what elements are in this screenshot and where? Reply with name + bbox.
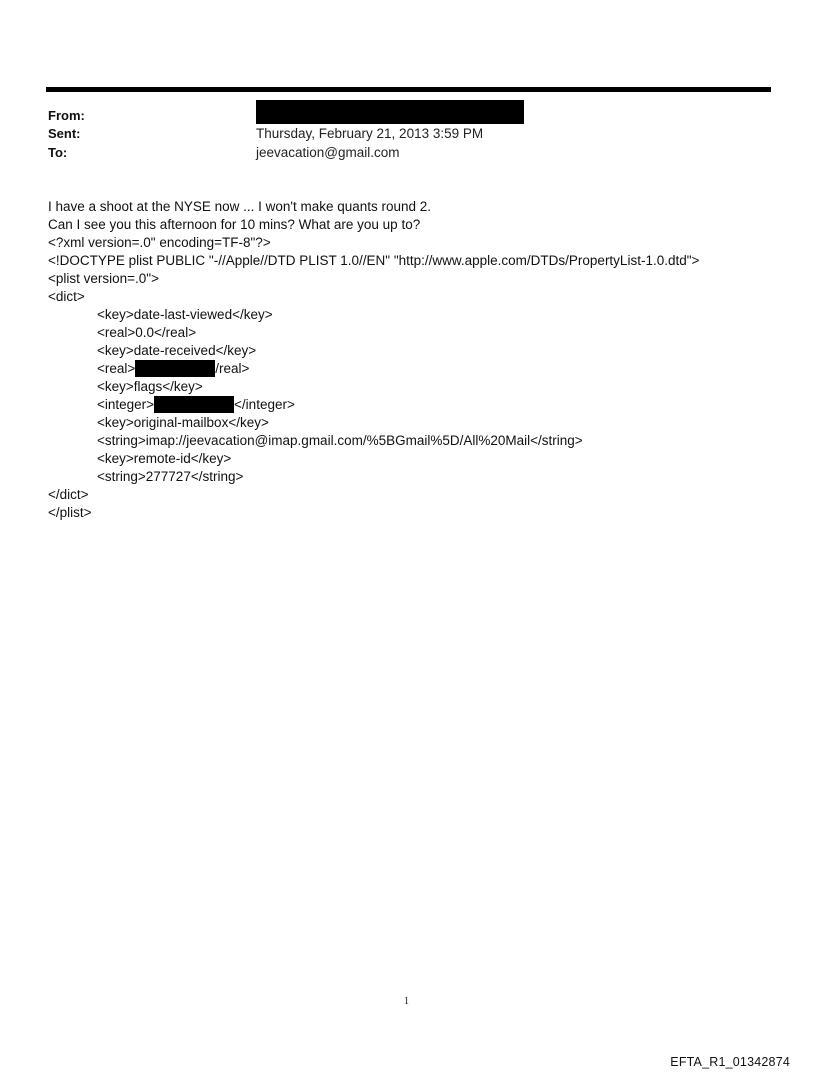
plist-key-line: <key>remote-id</key> bbox=[97, 451, 232, 466]
real-open-tag: <real> bbox=[97, 361, 136, 376]
real-close-tag: /real> bbox=[215, 361, 250, 376]
page-number: 1 bbox=[404, 996, 409, 1007]
sent-value: Thursday, February 21, 2013 3:59 PM bbox=[256, 126, 484, 141]
to-label: To: bbox=[48, 145, 68, 160]
plist-key-line: <key>date-last-viewed</key> bbox=[97, 307, 273, 322]
header-rule bbox=[46, 87, 771, 92]
plist-key-line: <key>flags</key> bbox=[97, 379, 203, 394]
document-id: EFTA_R1_01342874 bbox=[670, 1055, 790, 1069]
plist-close-line: </plist> bbox=[48, 505, 92, 520]
body-line: Can I see you this afternoon for 10 mins? What are you up to? bbox=[48, 217, 421, 232]
plist-value-line bbox=[97, 396, 295, 414]
plist-value-line bbox=[97, 360, 249, 378]
from-label: From: bbox=[48, 108, 85, 123]
plist-value-line: <string>277727</string> bbox=[97, 469, 244, 484]
to-value: jeevacation@gmail.com bbox=[256, 145, 400, 160]
plist-key-line: <key>original-mailbox</key> bbox=[97, 415, 269, 430]
plist-value-line: <real>0.0</real> bbox=[97, 325, 197, 340]
plist-open-line: <plist version=.0"> bbox=[48, 271, 159, 286]
integer-close-tag: </integer> bbox=[234, 397, 295, 412]
redaction-from bbox=[256, 100, 524, 124]
body-line: I have a shoot at the NYSE now ... I won't make quants round 2. bbox=[48, 199, 432, 214]
plist-value-line: <string>imap://jeevacation@imap.gmail.com/%5BGmail%5D/All%20Mail</string> bbox=[97, 433, 583, 448]
redaction-flags bbox=[154, 396, 234, 413]
integer-open-tag: <integer> bbox=[97, 397, 155, 412]
doctype-line: <!DOCTYPE plist PUBLIC "-//Apple//DTD PLIST 1.0//EN" "http://www.apple.com/DTDs/PropertyList-1.0.dtd"> bbox=[48, 253, 700, 268]
plist-key-line: <key>date-received</key> bbox=[97, 343, 257, 358]
dict-open-line: <dict> bbox=[48, 289, 85, 304]
dict-close-line: </dict> bbox=[48, 487, 89, 502]
xml-declaration-line: <?xml version=.0" encoding=TF-8"?> bbox=[48, 235, 271, 250]
redaction-date-received bbox=[135, 360, 215, 377]
sent-label: Sent: bbox=[48, 126, 81, 141]
